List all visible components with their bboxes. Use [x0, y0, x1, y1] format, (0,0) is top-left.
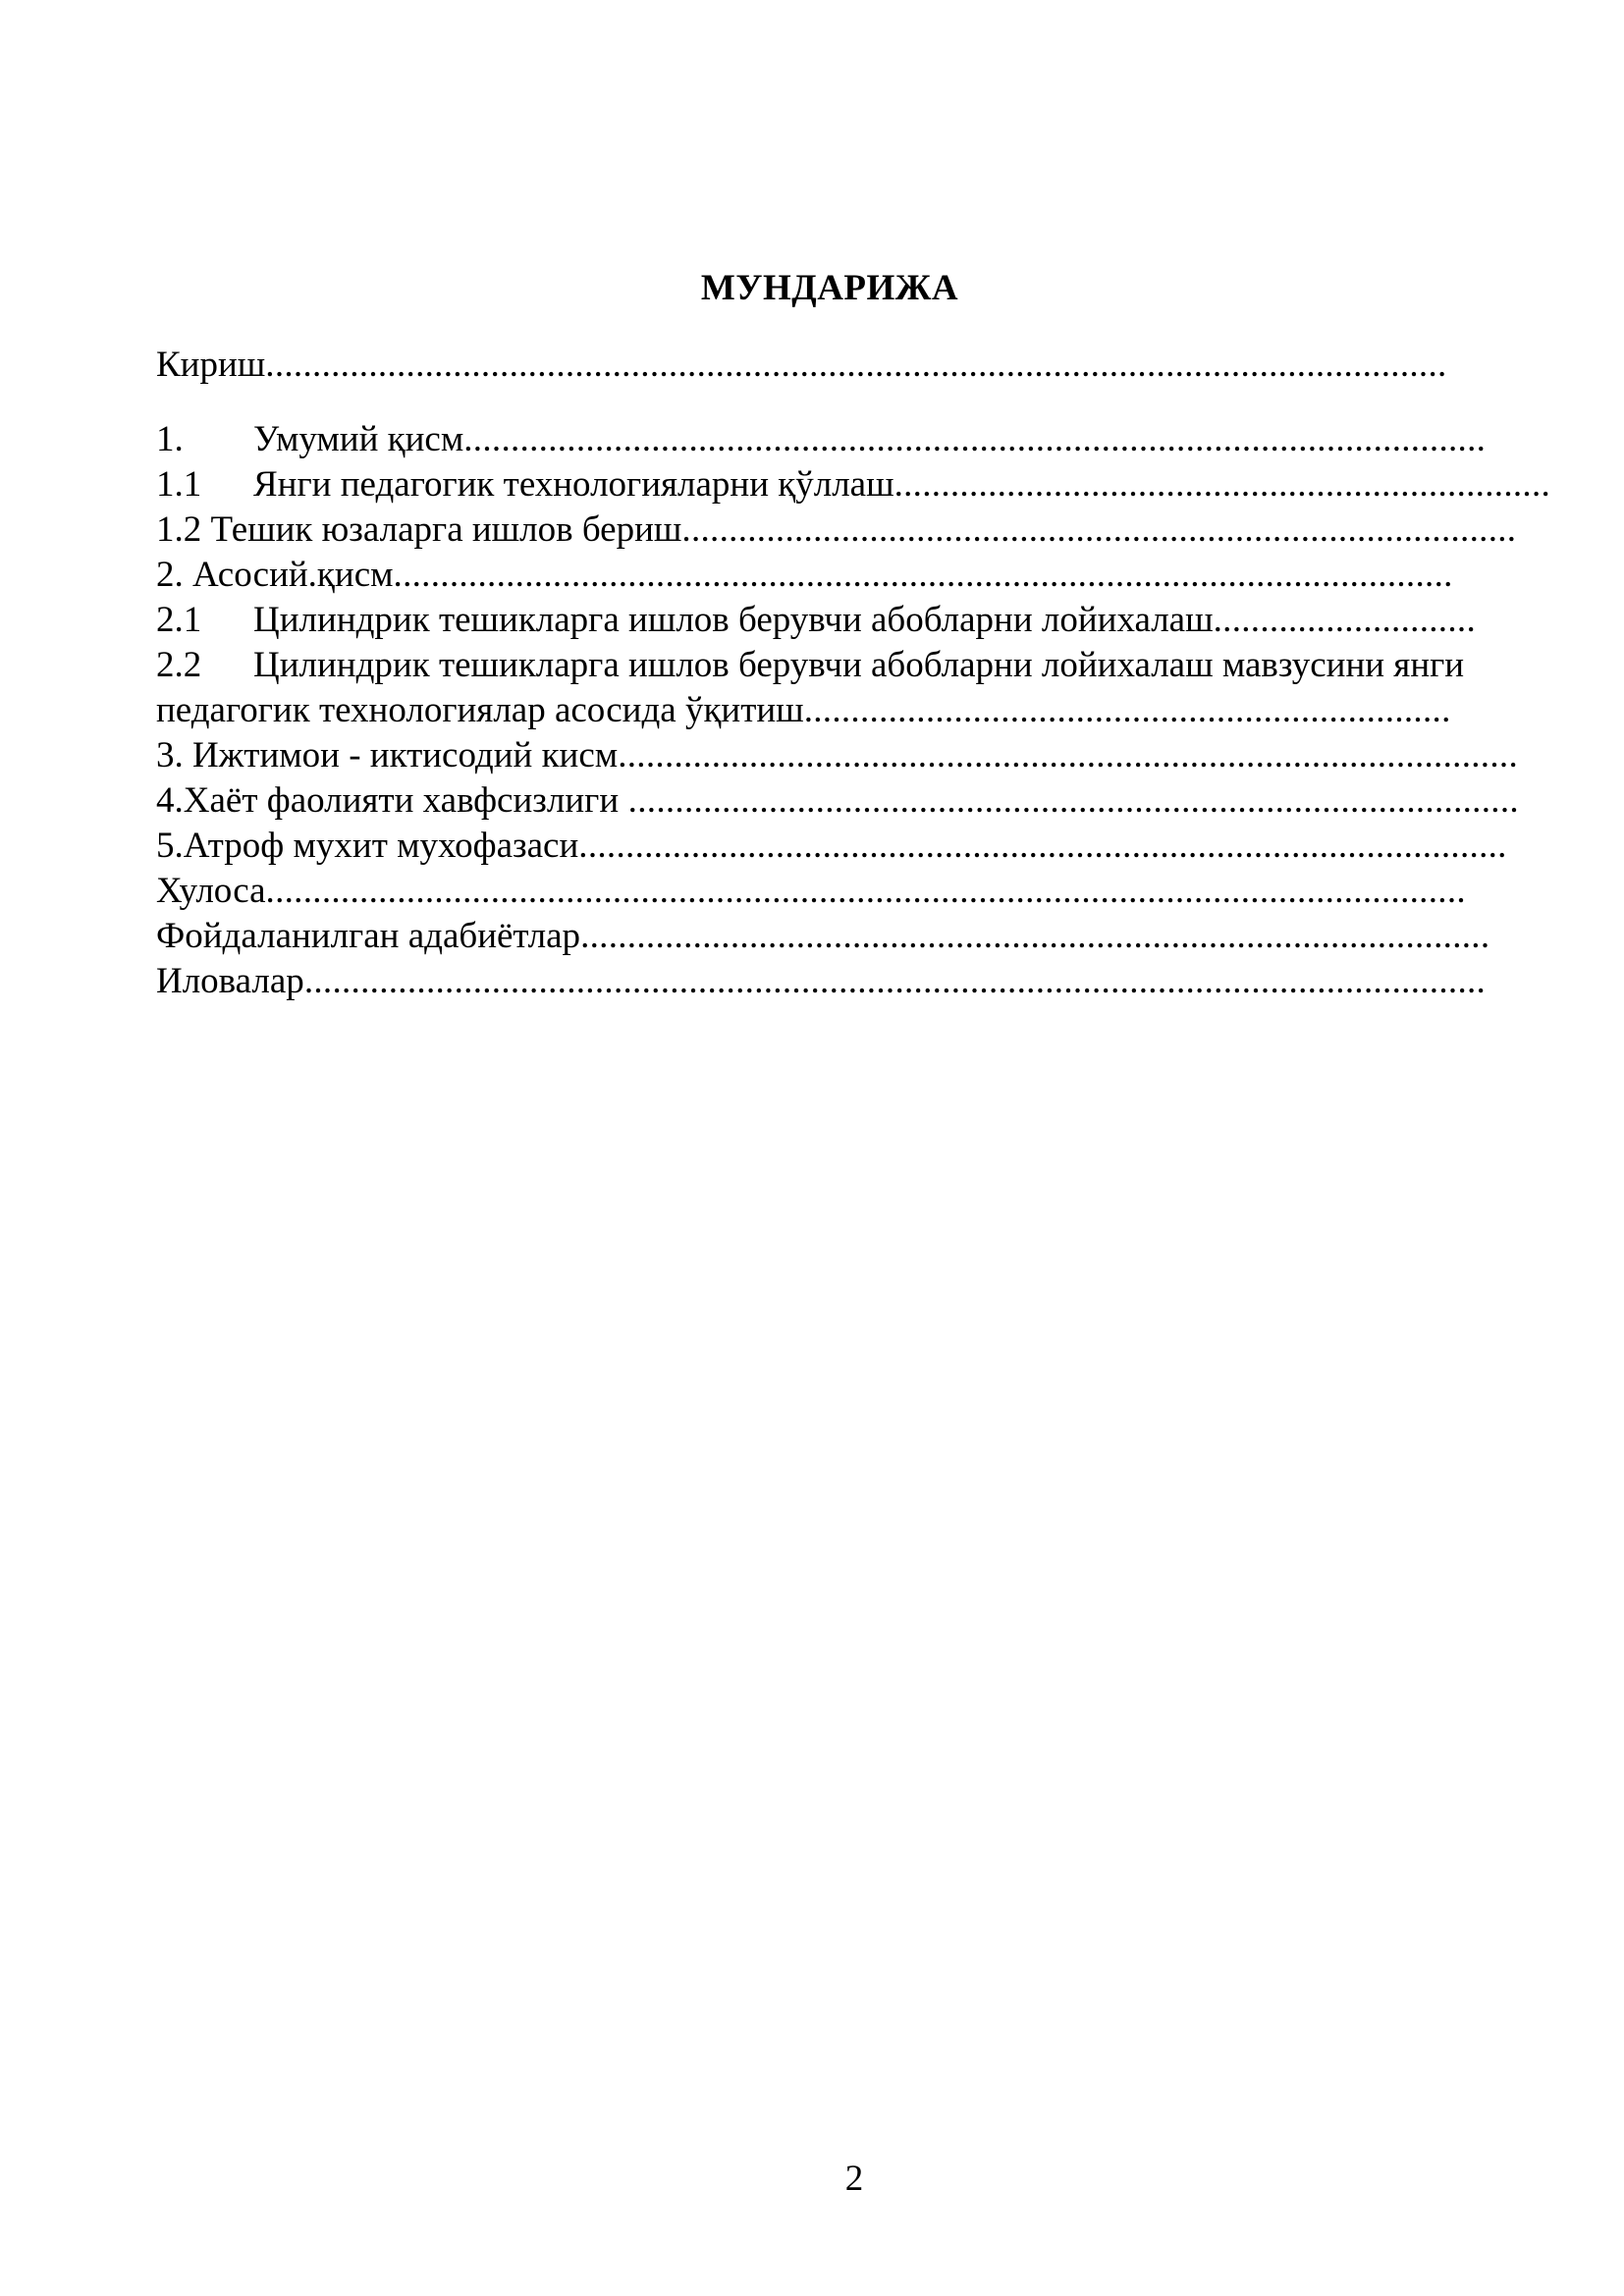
toc-entry-number: 1.1 [156, 464, 202, 505]
toc-entry-2-1 [156, 599, 1476, 642]
toc-leader: ................................................................................................................................ [265, 871, 1466, 911]
toc-entry-1-1 [156, 463, 1550, 507]
toc-entry-text: Цилиндрик тешикларга ишлов берувчи абобларни лойихалаш мавзусини янги [253, 645, 1465, 685]
toc-entry-text: Кириш [156, 345, 266, 385]
toc-entry-text: 3. Ижтимои - иктисодий кисм [156, 735, 619, 775]
toc-entry-references [156, 915, 1489, 958]
toc-entry-general-part [156, 418, 1486, 461]
toc-entry-number: 1. [156, 419, 184, 459]
toc-entry-number: 2.2 [156, 645, 202, 685]
toc-entry-text-line2: педагогик технологиялар асосида ўқитиш [156, 690, 804, 730]
toc-entry-introduction [156, 344, 1447, 387]
toc-entry-text: 4.Хаёт фаолияти хавфсизлиги [156, 780, 620, 821]
toc-leader: .............................................................................................................................. [303, 961, 1487, 1001]
toc-leader: ...................................................................... [893, 464, 1551, 505]
toc-entry-text: Фойдаланилган адабиётлар [156, 916, 581, 956]
toc-entry-text: Янги педагогик технологияларни қўллаш [253, 464, 894, 505]
toc-entry-number: 2.1 [156, 600, 202, 640]
toc-leader: ............................................................................................................. [463, 419, 1487, 459]
toc-entry-life-safety [156, 779, 1519, 823]
toc-entry-text: 5.Атроф мухит мухофазаси [156, 826, 579, 866]
page-number: 2 [844, 2159, 864, 2199]
toc-entry-appendices [156, 960, 1486, 1003]
toc-entry-environment [156, 825, 1507, 868]
toc-leader: ................................................................................................................. [393, 555, 1453, 595]
page-title: МУНДАРИЖА [700, 268, 959, 308]
toc-leader: ................................................................................................ [618, 735, 1519, 775]
toc-entry-2-2-continued [156, 689, 1451, 732]
toc-leader: .............................................................................................................................. [265, 345, 1447, 385]
toc-entry-text: 2. Асосий.қисм [156, 555, 394, 595]
toc-leader: ................................................................................................. [580, 916, 1490, 956]
toc-entry-1-2 [156, 508, 1516, 552]
toc-leader: ..................................................................... [803, 690, 1451, 730]
toc-entry-main-part [156, 554, 1453, 597]
toc-leader: ................................................................................................... [578, 826, 1507, 866]
toc-entry-text: Иловалар [156, 961, 304, 1001]
toc-entry-conclusion [156, 870, 1466, 913]
toc-leader: ......................................................................................... [681, 509, 1517, 550]
toc-entry-socio-economic [156, 734, 1518, 777]
toc-entry-text: Умумий қисм [253, 419, 464, 459]
toc-entry-text: Хулоса [156, 871, 266, 911]
toc-leader: ............................ [1213, 600, 1476, 640]
toc-entry-text: 1.2 Тешик юзаларга ишлов бериш [156, 509, 682, 550]
toc-entry-text: Цилиндрик тешикларга ишлов берувчи абобларни лойихалаш [253, 600, 1214, 640]
toc-leader: ............................................................................................... [619, 780, 1519, 821]
toc-entry-2-2 [156, 644, 1464, 687]
